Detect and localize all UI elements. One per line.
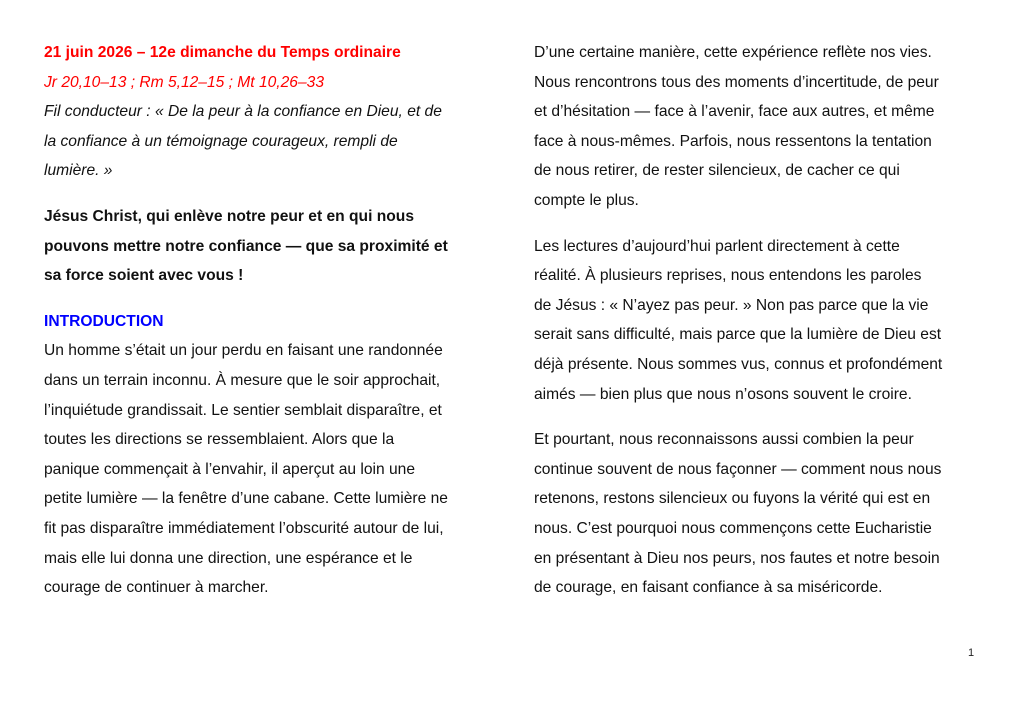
intro-line: petite lumière — la fenêtre d’une cabane. Cette lumière ne: [44, 490, 448, 508]
greeting-line: sa force soient avec vous !: [44, 267, 244, 285]
reflection-paragraph-1: [534, 38, 984, 216]
page-number: 1: [968, 647, 975, 659]
paragraph-line: Et pourtant, nous reconnaissons aussi combien la peur: [534, 431, 914, 449]
paragraph-line: de courage, en faisant confiance à sa miséricorde.: [534, 579, 883, 597]
theme-paragraph: [44, 97, 494, 186]
intro-line: fit pas disparaître immédiatement l’obscurité autour de lui,: [44, 519, 444, 537]
greeting-line: Jésus Christ, qui enlève notre peur et en qui nous: [44, 207, 414, 225]
intro-line: Un homme s’était un jour perdu en faisant une randonnée: [44, 342, 443, 360]
paragraph-line: compte le plus.: [534, 191, 639, 209]
theme-line: lumière. »: [44, 162, 113, 180]
intro-line: toutes les directions se ressemblaient. Alors que la: [44, 431, 395, 449]
theme-line: la confiance à un témoignage courageux, rempli de: [44, 132, 398, 150]
paragraph-line: nous. C’est pourquoi nous commençons cette Eucharistie: [534, 519, 932, 537]
intro-line: courage de continuer à marcher.: [44, 579, 269, 597]
paragraph-line: D’une certaine manière, cette expérience reflète nos vies.: [534, 44, 932, 61]
readings-reference: Jr 20,10–13 ; Rm 5,12–15 ; Mt 10,26–33: [44, 73, 325, 91]
reflection-paragraph-2: [534, 232, 984, 410]
reflection-paragraph-3: [534, 425, 984, 603]
paragraph-line: serait sans difficulté, mais parce que la lumière de Dieu est: [534, 326, 942, 344]
paragraph-line: et d’hésitation — face à l’avenir, face aux autres, et même: [534, 103, 935, 121]
left-column: [44, 38, 494, 603]
paragraph-line: retenons, restons silencieux ou fuyons la vérité qui est en: [534, 490, 931, 508]
paragraph-line: Les lectures d’aujourd’hui parlent directement à cette: [534, 237, 900, 255]
paragraph-line: en présentant à Dieu nos peurs, nos fautes et notre besoin: [534, 549, 940, 567]
paragraph-line: de nous retirer, de rester silencieux, de cacher ce qui: [534, 162, 900, 180]
paragraph-line: déjà présente. Nous sommes vus, connus et profondément: [534, 355, 943, 373]
date-title: 21 juin 2026 – 12e dimanche du Temps ordinaire: [44, 44, 401, 61]
paragraph-line: Nous rencontrons tous des moments d’incertitude, de peur: [534, 73, 939, 91]
intro-line: dans un terrain inconnu. À mesure que le soir approchait,: [44, 371, 441, 389]
paragraph-line: aimés — bien plus que nous n’osons souvent le croire.: [534, 385, 912, 403]
intro-line: panique commençait à l’envahir, il aperçut au loin une: [44, 460, 416, 478]
paragraph-line: continue souvent de nous façonner — comment nous nous: [534, 460, 942, 478]
intro-line: mais elle lui donna une direction, une espérance et le: [44, 549, 413, 567]
paragraph-line: face à nous-mêmes. Parfois, nous ressentons la tentation: [534, 132, 932, 150]
right-column: [534, 38, 984, 603]
paragraph-line: de Jésus : « N’ayez pas peur. » Non pas parce que la vie: [534, 296, 929, 314]
paragraph-line: réalité. À plusieurs reprises, nous entendons les paroles: [534, 267, 922, 285]
greeting-line: pouvons mettre notre confiance — que sa proximité et: [44, 237, 448, 255]
introduction-paragraph: [44, 336, 494, 602]
intro-line: l’inquiétude grandissait. Le sentier semblait disparaître, et: [44, 401, 442, 419]
theme-line: Fil conducteur : « De la peur à la confiance en Dieu, et de: [44, 103, 442, 121]
greeting-paragraph: [44, 202, 494, 291]
introduction-heading: INTRODUCTION: [44, 312, 164, 330]
